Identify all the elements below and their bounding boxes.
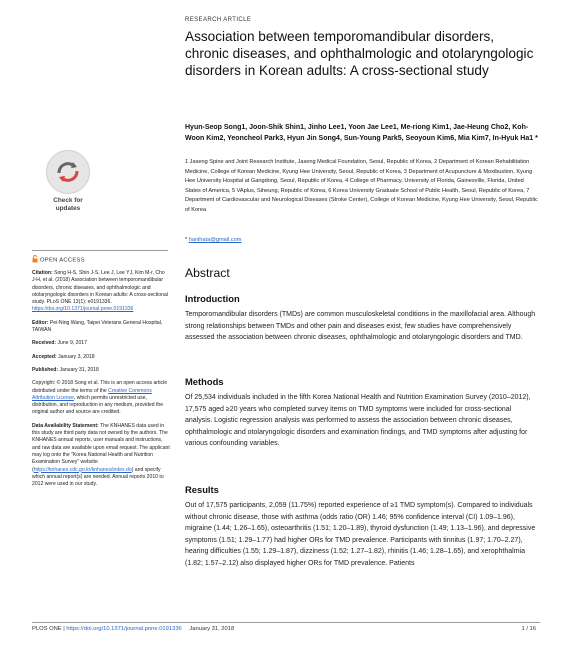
- article-title: Association between temporomandibular disorders, chronic diseases, and ophthalmologic and otolaryngologic disorders in Korean adults: A cross-sectional study: [185, 29, 534, 78]
- footer-citation: [32, 626, 234, 632]
- open-access-text: OPEN ACCESS: [40, 257, 85, 264]
- citation-block: [32, 270, 170, 314]
- received-block: [32, 340, 170, 347]
- sidebar-metadata: [32, 270, 170, 488]
- accepted-date: January 3, 2018: [58, 353, 95, 360]
- data-availability-text: The KNHANES data used in this study are third party data not owned by the authors. The KNHANES annual reports, user manuals and instructions, and raw data are available upon email request. The applicant may log onto the "Korea National Health and Nutrition Examination Survey" website (: [32, 422, 170, 473]
- methods-heading: Methods: [185, 376, 224, 387]
- update-icon: [46, 150, 90, 194]
- data-availability-label: Data Availability Statement:: [32, 422, 99, 429]
- page-number: 1 / 16: [521, 626, 536, 632]
- article-type-label: RESEARCH ARTICLE: [185, 17, 252, 23]
- editor-label: Editor:: [32, 319, 49, 326]
- results-text: Out of 17,575 participants, 2,059 (11.75%) reported experience of ≥1 TMD symptom(s). Compared to individuals without chronic disease, those with asthma (odds ratio (OR) 1.46; 95% confidence interval (CI) 1.09–1.96), migraine (1.44; 1.26–1.65), osteoarthritis (1.51; 1.20–1.89), thyroid dysfunction (1.49; 1.13–1.96), and depressive symptoms (1.51; 1.29–1.77) had higher ORs for TMD prevalence. Participants with tinnitus (1.97; 1.70–2.27), hearing difficulties (1.55; 1.29–1.87), dizziness (1.52; 1.27–1.82), rhinitis (1.46; 1.28–1.65), and xerophthalmia (1.82; 1.57–2.12) also displayed higher ORs for TMD prevalence. Patients: [185, 502, 536, 567]
- methods-text: Of 25,534 individuals included in the fifth Korea National Health and Nutrition Examination Survey (2010–2012), 17,575 aged ≥20 years who completed survey items on TMD symptoms were included for cross-sectional analysis. Logistic regression analysis was performed to assess the association between chronic diseases, ophthalmologic and otolaryngologic disorders and examination findings, and TMD symptoms after adjusting for various confounding variables.: [185, 394, 531, 447]
- introduction-heading: Introduction: [185, 293, 240, 304]
- email-asterisk: *: [185, 237, 189, 243]
- copyright-text: Copyright: © 2018 Song et al. This is an open access article distributed under the terms of the: [32, 380, 168, 394]
- citation-doi-link[interactable]: https://doi.org/10.1371/journal.pone.0191336: [32, 306, 134, 313]
- knhanes-link[interactable]: https://knhanes.cdc.go.kr/knhanes/index.do: [33, 466, 132, 473]
- footer-journal: PLOS ONE |: [32, 626, 65, 632]
- data-availability-text-end: ) and specify which annual report(s) are needed. Annual reports 2010 to 2012 were used in our study.: [32, 466, 164, 488]
- copyright-text-end: , which permits unrestricted use, distribution, and reproduction in any medium, provided the original author and source are credited.: [32, 394, 164, 416]
- badge-line-2: updates: [55, 204, 81, 212]
- published-date: January 31, 2018: [59, 366, 99, 373]
- license-link[interactable]: Creative Commons Attribution License: [32, 387, 152, 401]
- footer-date: January 31, 2018: [189, 626, 235, 632]
- data-availability-block: [32, 423, 170, 489]
- open-lock-icon: [32, 255, 38, 265]
- received-date: June 9, 2017: [57, 340, 87, 347]
- open-access-label: [32, 255, 85, 265]
- email-link[interactable]: hanihata@gmail.com: [188, 237, 242, 243]
- affiliations: 1 Jaseng Spine and Joint Research Institute, Jaseng Medical Foundation, Seoul, Republic of Korea, 2 Department of Korean Rehabilitation Medicine, College of Korean Medicine, Kyung Hee University, Seoul, Republic of Korea, 3 Department of Acupuncture & Moxibustion, Kyung Hee University Hospital at Gangdong, Seoul, Republic of Korea, 4 College of Pharmacy, University of Florida, Gainesville, Florida, United States of America, 5 VAplus, Siheung, Republic of Korea, 6 Korea University Graduate School of Public Health, Seoul, Republic of Korea, 7 Department of Cardiovascular and Neurological Diseases (Stroke Center), College of Korean Medicine, Kyung Hee University, Seoul, Republic of Korea: [185, 159, 538, 213]
- corresponding-email[interactable]: [185, 237, 241, 243]
- citation-label: Citation:: [32, 270, 53, 276]
- badge-line-1: Check for: [53, 197, 83, 204]
- results-heading: Results: [185, 484, 219, 495]
- abstract-heading: Abstract: [185, 266, 230, 280]
- published-block: [32, 367, 170, 374]
- editor-text: Pei-Ning Wang, Taipei Veterans General Hospital, TAIWAN: [32, 319, 163, 334]
- accepted-label: Accepted:: [32, 353, 57, 360]
- accepted-block: [32, 354, 170, 361]
- sidebar-divider: [32, 250, 168, 251]
- footer-divider: [32, 622, 540, 623]
- copyright-block: [32, 380, 170, 416]
- author-list: Hyun-Seop Song1, Joon-Shik Shin1, Jinho Lee1, Yoon Jae Lee1, Me-riong Kim1, Jae-Heung Cho2, Koh-Woon Kim2, Yeoncheol Park3, Hyun Jin Song4, Sun-Young Park5, Seoyoun Kim6, Mia Kim7, In-Hyuk Ha1 *: [185, 124, 538, 142]
- published-label: Published:: [32, 366, 59, 373]
- footer-doi-link[interactable]: https://doi.org/10.1371/journal.pone.0191336: [66, 626, 182, 632]
- received-label: Received:: [32, 340, 57, 347]
- introduction-text: Temporomandibular disorders (TMDs) are common musculoskeletal conditions in the maxillofacial area. Although strong relationships between TMDs and other pain and diseases exist, few studies have comprehensively assessed the association between chronic diseases, ophthalmologic and otolaryngologic disorders and TMD.: [185, 311, 536, 341]
- citation-text: Song H-S, Shin J-S, Lee J, Lee YJ, Kim M-r, Cho J-H, et al. (2018) Association between temporomandibular disorders, chronic diseases, and ophthalmologic and otolaryngologic disorders in Korean adults: A cross-sectional study. PLoS ONE 13(1): e0191336.: [32, 270, 168, 306]
- editor-block: [32, 320, 170, 335]
- check-for-updates-badge[interactable]: [40, 150, 96, 212]
